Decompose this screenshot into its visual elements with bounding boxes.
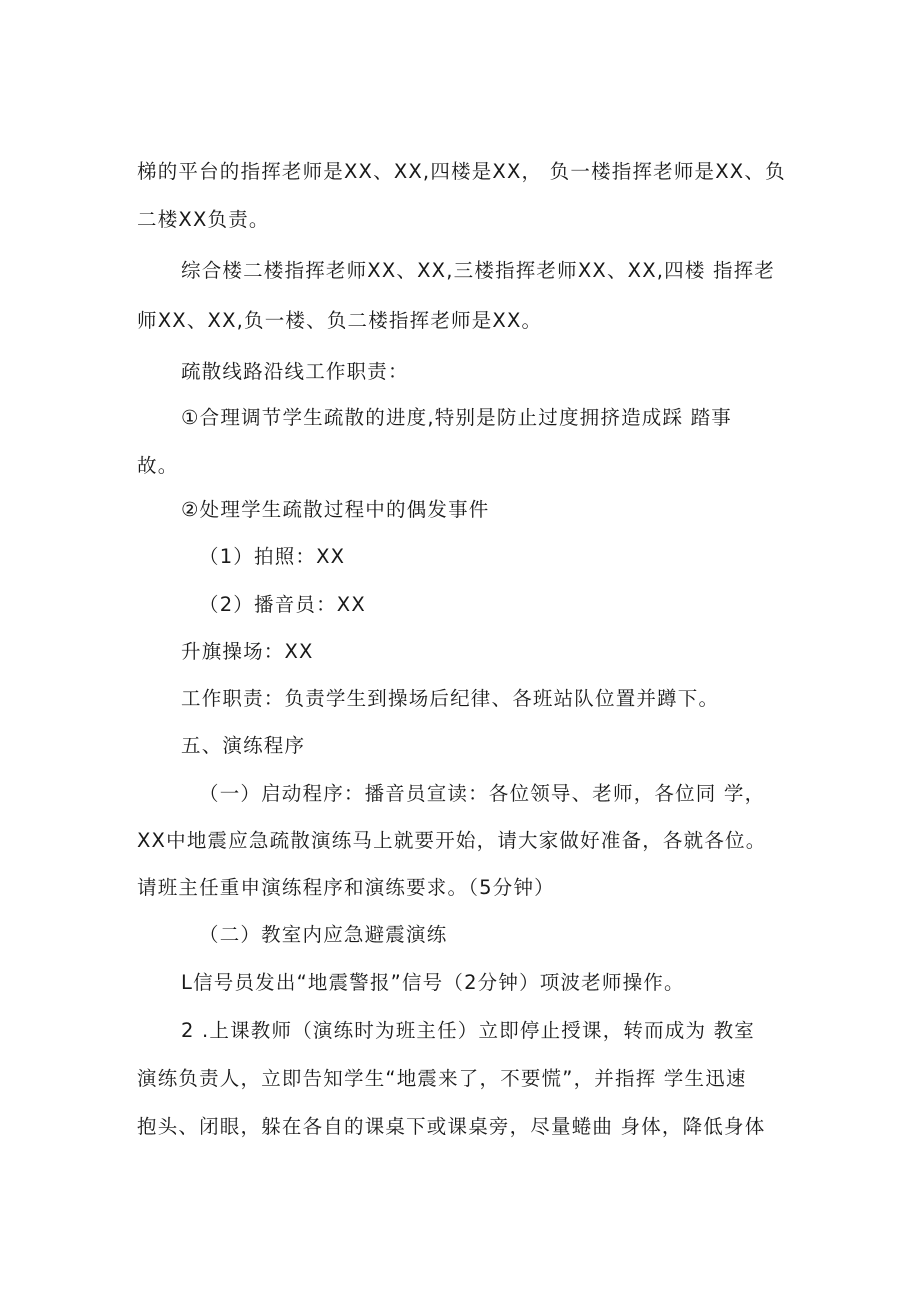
text-line: 演练负责人，立即告知学生“地震来了，不要慌”，并指挥 学生迅速 [137, 1067, 747, 1090]
text-line: 2 .上课教师（演练时为班主任）立即停止授课，转而成为 教室 [181, 1019, 756, 1042]
text-line: 请班主任重申演练程序和演练要求。（5分钟） [137, 876, 555, 899]
text-line: ①合理调节学生疏散的进度,特别是防止过度拥挤造成踩 踏事 [181, 406, 732, 429]
text-line: 工作职责：负责学生到操场后纪律、各班站队位置并蹲下。 [181, 687, 720, 710]
text-line: 疏散线路沿线工作职责： [181, 360, 409, 383]
text-line: （1）拍照：XX [199, 545, 346, 568]
text-line: ②处理学生疏散过程中的偶发事件 [181, 498, 490, 521]
text-line: （2）播音员：XX [199, 593, 366, 616]
text-line: （一）启动程序：播音员宣读：各位领导、老师，各位同 学， [199, 782, 766, 805]
text-line: 二楼XX负责。 [137, 208, 270, 231]
text-line: 故。 [137, 454, 179, 477]
text-line: 抱头、闭眼，躲在各自的课桌下或课桌旁，尽量蜷曲 身体，降低身体 [137, 1115, 766, 1138]
text-line: 升旗操场：XX [181, 640, 314, 663]
section-heading: 五、演练程序 [181, 734, 306, 757]
text-line: （二）教室内应急避震演练 [199, 923, 448, 946]
text-line: 梯的平台的指挥老师是XX、XX,四楼是XX， 负一楼指挥老师是XX、负 [137, 160, 786, 183]
text-line: 师XX、XX,负一楼、负二楼指挥老师是XX。 [137, 309, 543, 332]
text-line: XX中地震应急疏散演练马上就要开始，请大家做好准备，各就各位。 [137, 829, 767, 852]
text-line: L信号员发出“地震警报”信号（2分钟）项波老师操作。 [181, 971, 685, 994]
text-line: 综合楼二楼指挥老师XX、XX,三楼指挥老师XX、XX,四楼 指挥老 [181, 259, 776, 282]
